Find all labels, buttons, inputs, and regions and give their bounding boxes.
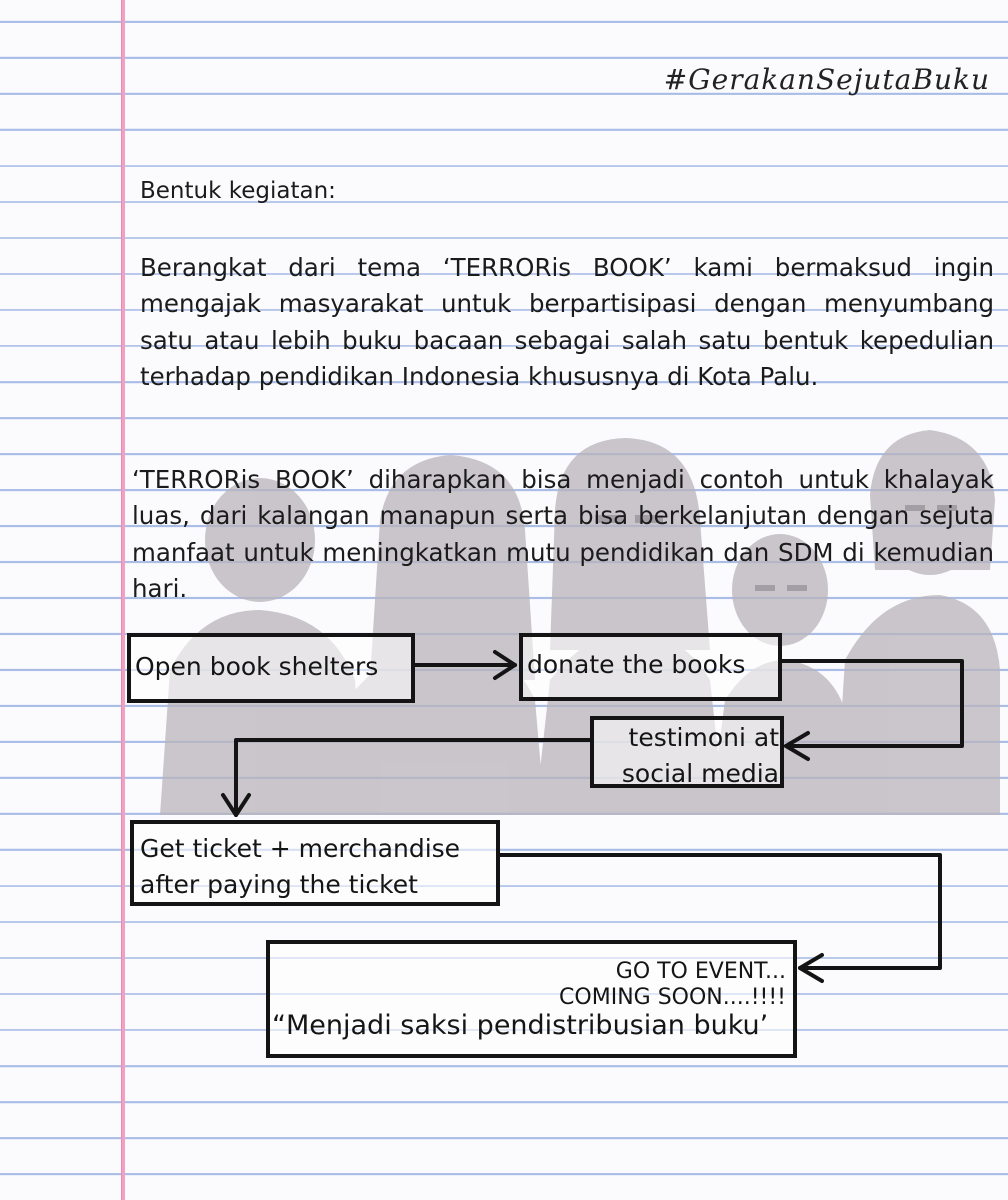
step-open-shelters: Open book shelters <box>135 652 379 681</box>
step-coming-soon: COMING SOON....!!!! <box>559 985 786 1010</box>
intro-paragraph: Berangkat dari tema ‘TERRORis BOOK’ kami bermaksud ingin mengajak masyarakat untuk berpartisipasi dengan menyumbang satu atau lebih buku bacaan sebagai salah satu bentuk kepedulian terhadap pendidikan Indonesia khususnya di Kota Palu. <box>140 253 994 391</box>
step-testimoni <box>614 720 779 792</box>
goal-paragraph: ‘TERRORis BOOK’ diharapkan bisa menjadi contoh untuk khalayak luas, dari kalangan manapun serta bisa berkelanjutan dengan sejuta manfaat untuk meningkatkan mutu pendidikan dan SDM di kemudian hari. <box>132 465 994 603</box>
section-heading: Bentuk kegiatan: <box>140 178 336 204</box>
step-get-ticket <box>140 831 460 903</box>
step-testimoni-line2: social media <box>621 759 779 788</box>
step-donate-books: donate the books <box>527 650 746 679</box>
step-ticket-line1: Get ticket + merchandise <box>140 834 461 863</box>
step-ticket-line2: after paying the ticket <box>140 870 418 899</box>
step-testimoni-line1: testimoni at <box>628 723 779 752</box>
step-event-tagline: “Menjadi saksi pendistribusian buku’ <box>272 1010 769 1041</box>
step-go-to-event: GO TO EVENT... <box>615 959 786 984</box>
margin-line <box>121 0 125 1200</box>
hashtag-title: #GerakanSejutaBuku <box>663 63 990 96</box>
